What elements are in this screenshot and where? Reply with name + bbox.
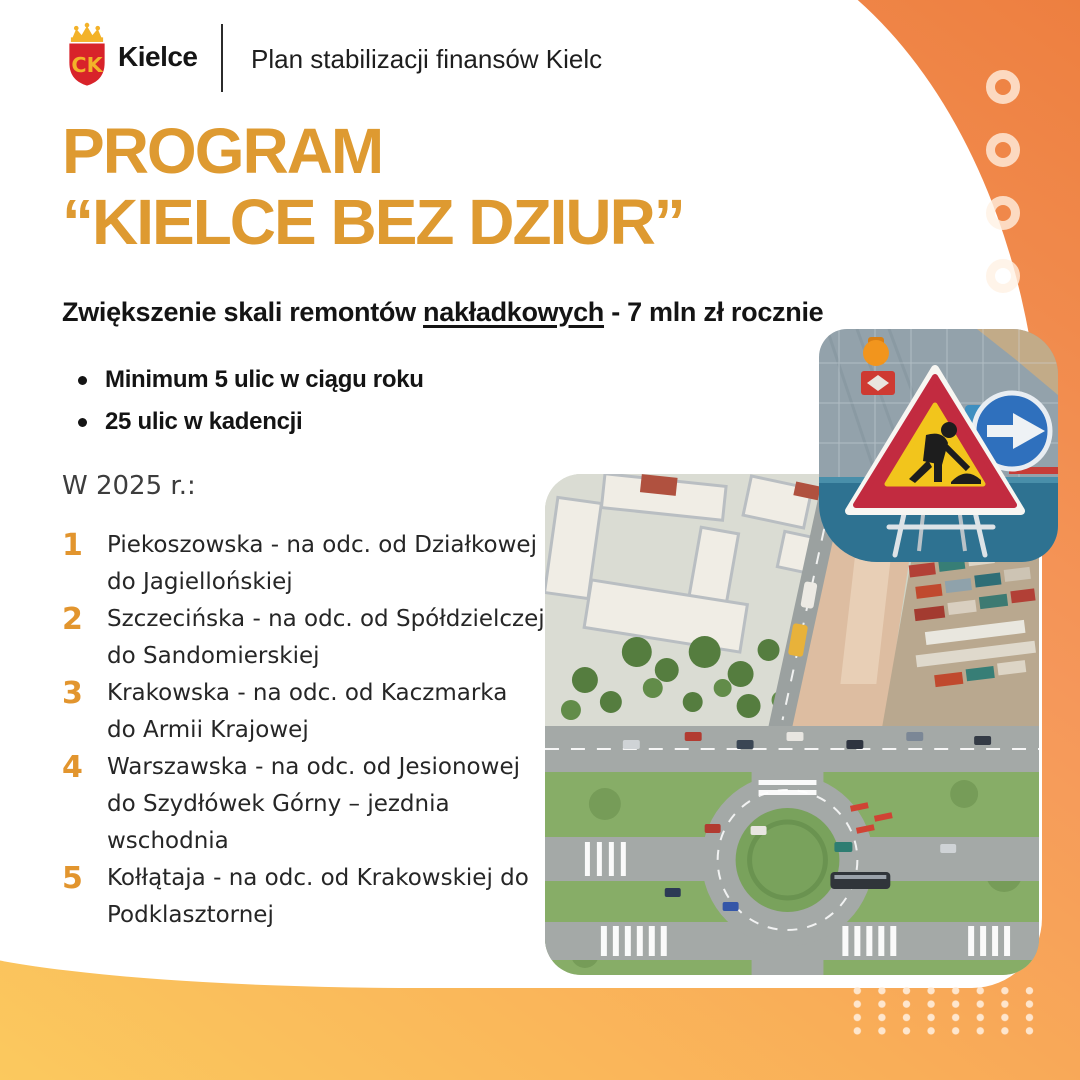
bullet-dot-icon — [78, 376, 87, 385]
logo-city-name: Kielce — [118, 41, 198, 72]
ring-icon — [986, 133, 1020, 167]
title-line-1: PROGRAM — [62, 115, 383, 187]
street-number: 5 — [62, 861, 83, 896]
street-item — [62, 749, 562, 860]
ring-icon — [986, 259, 1020, 293]
street-item — [62, 675, 562, 749]
title-line-2: “KIELCE BEZ DZIUR” — [62, 186, 684, 258]
street-item — [62, 527, 562, 601]
bullet-item — [78, 366, 424, 394]
street-text: Piekoszowska - na odc. od Działkowej do Jagiellońskiej — [107, 532, 537, 595]
street-list — [62, 527, 562, 934]
ring-icon — [986, 196, 1020, 230]
subtitle-prefix: Zwiększenie skali remontów — [62, 297, 424, 327]
bullet-list — [78, 366, 424, 450]
street-text: Kołłątaja - na odc. od Krakowskiej do Podklasztornej — [107, 865, 529, 928]
subtitle-underlined-word: nakładkowych — [423, 297, 605, 327]
ring-icon — [986, 70, 1020, 104]
kielce-coat-of-arms-icon — [64, 22, 110, 92]
header-tagline: Plan stabilizacji finansów Kielc — [251, 44, 603, 74]
subtitle-suffix: - 7 mln zł rocznie — [604, 297, 824, 327]
street-number: 1 — [62, 528, 83, 563]
street-number: 3 — [62, 676, 83, 711]
shield-letters: CK — [71, 52, 103, 77]
street-item — [62, 860, 562, 934]
bullet-item — [78, 408, 424, 436]
bullet-dot-icon — [78, 418, 87, 427]
street-item — [62, 601, 562, 675]
street-text: Szczecińska - na odc. od Spółdzielczej do Sandomierskiej — [107, 606, 545, 669]
street-number: 4 — [62, 750, 83, 785]
page-title — [62, 116, 684, 258]
dot-grid-decor — [845, 984, 1045, 1038]
street-text: Krakowska - na odc. od Kaczmarka do Armii Krajowej — [107, 680, 508, 743]
subtitle — [62, 297, 823, 328]
header-divider — [221, 24, 223, 92]
roadworks-sign-photo — [819, 329, 1058, 562]
sign-photo-illustration — [819, 329, 1058, 562]
bullet-label: Minimum 5 ulic w ciągu roku — [105, 366, 424, 393]
year-label: W 2025 r.: — [62, 471, 196, 501]
street-number: 2 — [62, 602, 83, 637]
bullet-label: 25 ulic w kadencji — [105, 408, 303, 435]
street-text: Warszawska - na odc. od Jesionowej do Szydłówek Górny – jezdnia wschodnia — [107, 754, 520, 854]
